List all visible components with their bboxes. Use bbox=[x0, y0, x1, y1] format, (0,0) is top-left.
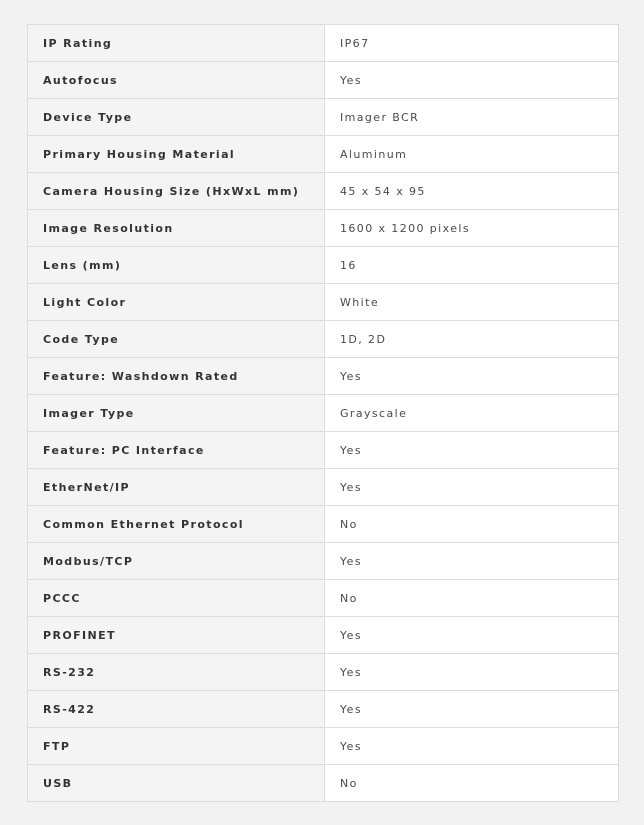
spec-row-imager-type bbox=[28, 395, 619, 432]
spec-label: Lens (mm) bbox=[28, 247, 325, 284]
spec-value: 45 x 54 x 95 bbox=[325, 173, 619, 210]
specifications-body bbox=[28, 25, 619, 802]
spec-label: Feature: PC Interface bbox=[28, 432, 325, 469]
spec-label: RS-422 bbox=[28, 691, 325, 728]
spec-value: IP67 bbox=[325, 25, 619, 62]
spec-label: RS-232 bbox=[28, 654, 325, 691]
spec-value: Yes bbox=[325, 432, 619, 469]
spec-label: Code Type bbox=[28, 321, 325, 358]
spec-value: Yes bbox=[325, 728, 619, 765]
spec-value: 1600 x 1200 pixels bbox=[325, 210, 619, 247]
spec-label: Autofocus bbox=[28, 62, 325, 99]
spec-row-primary-housing-material bbox=[28, 136, 619, 173]
specifications-table bbox=[27, 24, 619, 802]
spec-label: PCCC bbox=[28, 580, 325, 617]
spec-row-ethernet-ip bbox=[28, 469, 619, 506]
spec-label: Feature: Washdown Rated bbox=[28, 358, 325, 395]
spec-value: Yes bbox=[325, 62, 619, 99]
spec-label: IP Rating bbox=[28, 25, 325, 62]
spec-value: Yes bbox=[325, 691, 619, 728]
spec-row-ftp bbox=[28, 728, 619, 765]
spec-label: PROFINET bbox=[28, 617, 325, 654]
spec-value: Yes bbox=[325, 543, 619, 580]
spec-row-washdown-rated bbox=[28, 358, 619, 395]
spec-row-usb bbox=[28, 765, 619, 802]
spec-value: Yes bbox=[325, 617, 619, 654]
spec-label: Camera Housing Size (HxWxL mm) bbox=[28, 173, 325, 210]
spec-label: Device Type bbox=[28, 99, 325, 136]
spec-value: No bbox=[325, 580, 619, 617]
spec-row-camera-housing-size bbox=[28, 173, 619, 210]
spec-label: Image Resolution bbox=[28, 210, 325, 247]
spec-row-modbus-tcp bbox=[28, 543, 619, 580]
spec-label: Light Color bbox=[28, 284, 325, 321]
spec-label: Primary Housing Material bbox=[28, 136, 325, 173]
spec-row-autofocus bbox=[28, 62, 619, 99]
spec-value: No bbox=[325, 765, 619, 802]
spec-value: No bbox=[325, 506, 619, 543]
spec-row-ip-rating bbox=[28, 25, 619, 62]
spec-row-image-resolution bbox=[28, 210, 619, 247]
spec-row-pc-interface bbox=[28, 432, 619, 469]
spec-value: Imager BCR bbox=[325, 99, 619, 136]
spec-label: EtherNet/IP bbox=[28, 469, 325, 506]
spec-value: Yes bbox=[325, 469, 619, 506]
spec-label: Common Ethernet Protocol bbox=[28, 506, 325, 543]
spec-value: 16 bbox=[325, 247, 619, 284]
spec-value: Yes bbox=[325, 654, 619, 691]
spec-row-code-type bbox=[28, 321, 619, 358]
spec-value: Grayscale bbox=[325, 395, 619, 432]
spec-row-rs-422 bbox=[28, 691, 619, 728]
spec-value: White bbox=[325, 284, 619, 321]
spec-row-common-ethernet-protocol bbox=[28, 506, 619, 543]
spec-row-pccc bbox=[28, 580, 619, 617]
spec-row-rs-232 bbox=[28, 654, 619, 691]
spec-label: Modbus/TCP bbox=[28, 543, 325, 580]
spec-label: USB bbox=[28, 765, 325, 802]
spec-row-device-type bbox=[28, 99, 619, 136]
spec-row-lens bbox=[28, 247, 619, 284]
spec-value: Aluminum bbox=[325, 136, 619, 173]
spec-value: Yes bbox=[325, 358, 619, 395]
spec-label: FTP bbox=[28, 728, 325, 765]
spec-label: Imager Type bbox=[28, 395, 325, 432]
spec-row-light-color bbox=[28, 284, 619, 321]
spec-value: 1D, 2D bbox=[325, 321, 619, 358]
spec-row-profinet bbox=[28, 617, 619, 654]
